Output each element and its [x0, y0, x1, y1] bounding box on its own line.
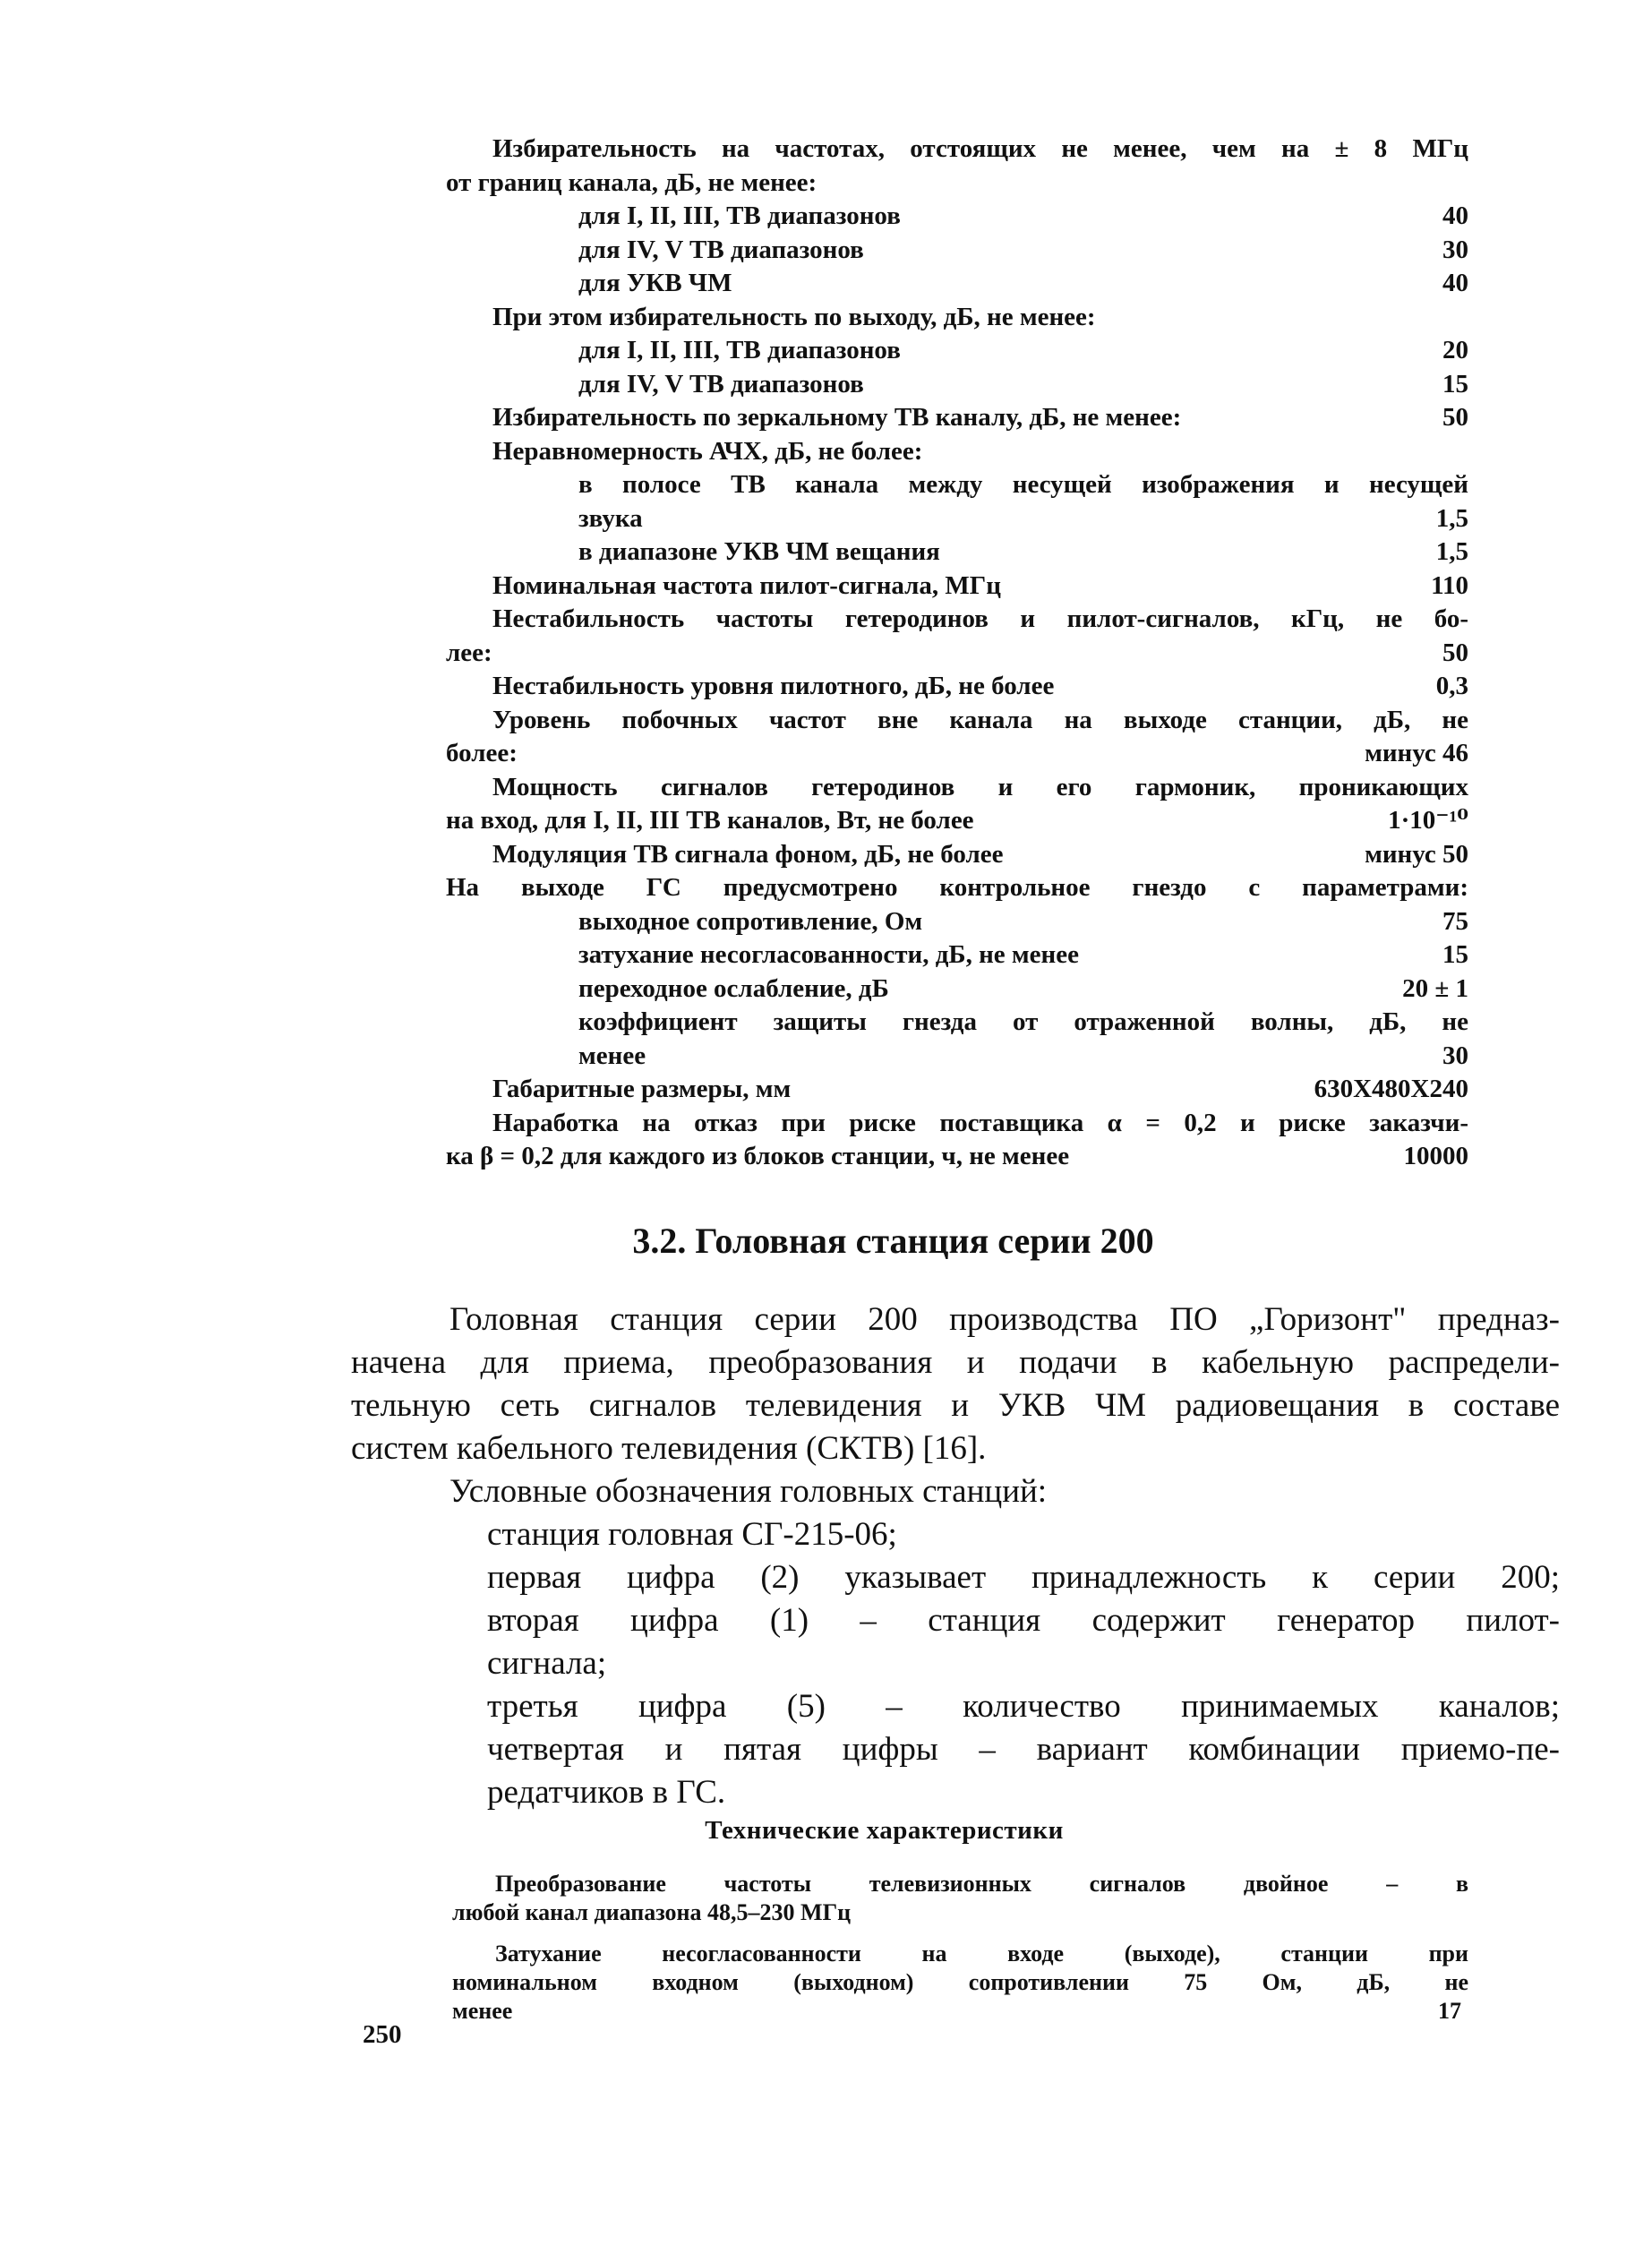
spec-line	[446, 972, 1468, 1007]
spec-label: для I, II, III, ТВ диапазонов	[578, 336, 901, 364]
spec-line	[446, 1140, 1468, 1174]
spec-line	[446, 435, 1468, 469]
spec-label: на вход, для I, II, III ТВ каналов, Вт, не более	[446, 806, 974, 835]
body-line	[351, 1427, 1560, 1470]
small-line-text: Преобразование частоты телевизионных сигналов двойное – в	[495, 1871, 1468, 1897]
subheading: Технические характеристики	[705, 1816, 1064, 1845]
spec-line	[446, 133, 1468, 167]
body-line	[351, 1341, 1560, 1384]
body-line-text: четвертая и пятая цифры – вариант комбинации приемо-пе-	[487, 1731, 1560, 1768]
spec-value: 30	[1442, 1041, 1468, 1070]
spec-label: более:	[446, 739, 518, 767]
section-title: 3.2. Головная станция серии 200	[632, 1221, 1154, 1261]
spec-line	[446, 234, 1468, 268]
spec-line	[446, 938, 1468, 972]
spec-label: для IV, V ТВ диапазонов	[578, 369, 864, 398]
spec-label: Наработка на отказ при риске поставщика α = 0,2 и риске заказчи-	[492, 1108, 1468, 1137]
spec-line	[446, 368, 1468, 402]
spec-line	[446, 737, 1468, 771]
spec-label: Неравномерность АЧХ, дБ, не более:	[492, 436, 923, 466]
body-line-text: Условные обозначения головных станций:	[449, 1473, 1048, 1510]
spec-line	[446, 1107, 1468, 1141]
spec-label: затухание несогласованности, дБ, не менее	[578, 940, 1080, 969]
body-line-text: первая цифра (2) указывает принадлежность к серии 200;	[487, 1559, 1560, 1596]
body-line	[351, 1298, 1560, 1341]
spec-label: Номинальная частота пилот-сигнала, МГц	[492, 570, 1001, 600]
spec-label: Габаритные размеры, мм	[492, 1075, 792, 1103]
spec-value: 50	[1442, 638, 1468, 667]
spec-value: 0,3	[1435, 672, 1468, 700]
spec-line	[446, 637, 1468, 671]
spec-line	[446, 670, 1468, 704]
spec-label: Избирательность на частотах, отстоящих не менее, чем на ± 8 МГц	[492, 134, 1468, 163]
spec-label: в диапазоне УКВ ЧМ вещания	[578, 537, 940, 566]
small-spec-text	[452, 1870, 1468, 2026]
small-line-value: 17	[1438, 1998, 1461, 2024]
small-line	[452, 1940, 1468, 1968]
small-line-text: любой канал диапазона 48,5–230 МГц	[452, 1899, 852, 1925]
spec-label: Нестабильность частоты гетеродинов и пилот-сигналов, кГц, не бо-	[492, 604, 1468, 633]
spec-label: переходное ослабление, дБ	[578, 973, 889, 1003]
body-line	[351, 1771, 1560, 1814]
spec-list	[446, 133, 1468, 1174]
spec-value: 1,5	[1435, 503, 1468, 533]
spec-line	[446, 871, 1468, 905]
spec-value: 30	[1442, 235, 1468, 264]
spec-value: 630Х480Х240	[1314, 1075, 1468, 1103]
spec-label: в полосе ТВ канала между несущей изображения и несущей	[578, 470, 1468, 499]
spec-line	[446, 804, 1468, 838]
spec-line	[446, 704, 1468, 738]
spec-line	[446, 468, 1468, 502]
spec-label: Мощность сигналов гетеродинов и его гармоник, проникающих	[492, 772, 1468, 801]
body-line-text: редатчиков в ГС.	[487, 1774, 726, 1811]
body-line-text: третья цифра (5) – количество принимаемых каналов;	[487, 1688, 1560, 1725]
spec-line	[446, 603, 1468, 637]
body-line-text: начена для приема, преобразования и подачи в кабельную распредели-	[351, 1344, 1560, 1381]
spec-label: менее	[578, 1041, 646, 1070]
body-line	[351, 1642, 1560, 1685]
body-line	[351, 1470, 1560, 1513]
spec-line	[446, 401, 1468, 435]
spec-value: 20 ± 1	[1402, 973, 1468, 1003]
spec-label: При этом избирательность по выходу, дБ, не менее:	[492, 302, 1096, 331]
spec-label: выходное сопротивление, Ом	[578, 906, 923, 936]
spec-value: 40	[1442, 201, 1468, 230]
spec-value: 10000	[1403, 1142, 1468, 1170]
spec-label: коэффициент защиты гнезда от отраженной волны, дБ, не	[578, 1007, 1468, 1036]
spec-label: для IV, V ТВ диапазонов	[578, 235, 864, 264]
small-line	[452, 1968, 1468, 1997]
small-line	[452, 1898, 1468, 1927]
spec-line	[446, 502, 1468, 536]
spec-label: Модуляция ТВ сигнала фоном, дБ, не более	[492, 839, 1004, 869]
page-number: 250	[363, 2020, 402, 2049]
spec-label: На выходе ГС предусмотрено контрольное гнездо с параметрами:	[446, 873, 1468, 902]
body-line	[351, 1599, 1560, 1642]
spec-label: ка β = 0,2 для каждого из блоков станции, ч, не менее	[446, 1142, 1070, 1170]
spec-value: 1·10⁻¹⁰	[1388, 806, 1468, 835]
body-line-text: сигнала;	[487, 1645, 607, 1682]
spec-line	[446, 200, 1468, 234]
spec-line	[446, 301, 1468, 335]
body-line-text: станция головная СГ-215-06;	[487, 1516, 897, 1553]
body-line	[351, 1556, 1560, 1599]
body-line	[351, 1513, 1560, 1556]
spec-label: Избирательность по зеркальному ТВ каналу, дБ, не менее:	[492, 403, 1182, 432]
spec-value: 20	[1442, 336, 1468, 364]
body-line	[351, 1384, 1560, 1427]
spec-value: 40	[1442, 269, 1468, 297]
spec-line	[446, 1040, 1468, 1074]
small-line-text: Затухание несогласованности на входе (выходе), станции при	[495, 1941, 1468, 1966]
spec-line	[446, 838, 1468, 872]
spec-label: от границ канала, дБ, не менее:	[446, 167, 817, 197]
small-line-text: номинальном входном (выходном) сопротивлении 75 Ом, дБ, не	[452, 1969, 1468, 1995]
spec-line	[446, 536, 1468, 570]
spec-value: 1,5	[1435, 537, 1468, 566]
spec-value: 15	[1442, 369, 1468, 398]
spec-line	[446, 334, 1468, 368]
spec-label: для УКВ ЧМ	[578, 269, 732, 297]
spec-label: для I, II, III, ТВ диапазонов	[578, 201, 901, 230]
spec-line	[446, 167, 1468, 201]
spec-value: минус 50	[1365, 839, 1468, 869]
small-line	[452, 1997, 1468, 2026]
small-line	[452, 1870, 1468, 1898]
body-line-text: вторая цифра (1) – станция содержит генератор пилот-	[487, 1602, 1560, 1639]
spec-value: 15	[1442, 940, 1468, 969]
spec-value: 110	[1431, 570, 1468, 600]
spec-label: Нестабильность уровня пилотного, дБ, не более	[492, 672, 1055, 700]
spec-value: 75	[1442, 906, 1468, 936]
spec-value: 50	[1442, 403, 1468, 432]
spec-label: Уровень побочных частот вне канала на выходе станции, дБ, не	[492, 705, 1468, 734]
body-line-text: тельную сеть сигналов телевидения и УКВ ЧМ радиовещания в составе	[351, 1387, 1560, 1424]
spec-line	[446, 570, 1468, 604]
spec-line	[446, 771, 1468, 805]
body-line	[351, 1685, 1560, 1728]
spec-value: минус 46	[1365, 739, 1468, 767]
small-line-text: менее	[452, 1998, 513, 2024]
body-line-text: систем кабельного телевидения (СКТВ) [16].	[351, 1430, 987, 1467]
spec-label: звука	[578, 503, 643, 533]
spec-line	[446, 267, 1468, 301]
body-line	[351, 1728, 1560, 1771]
spec-line	[446, 905, 1468, 939]
spec-line	[446, 1006, 1468, 1040]
body-line-text: Головная станция серии 200 производства ПО „Горизонт" предназ-	[449, 1301, 1560, 1338]
spec-line	[446, 1073, 1468, 1107]
spec-label: лее:	[446, 638, 492, 667]
body-text	[351, 1298, 1560, 1814]
